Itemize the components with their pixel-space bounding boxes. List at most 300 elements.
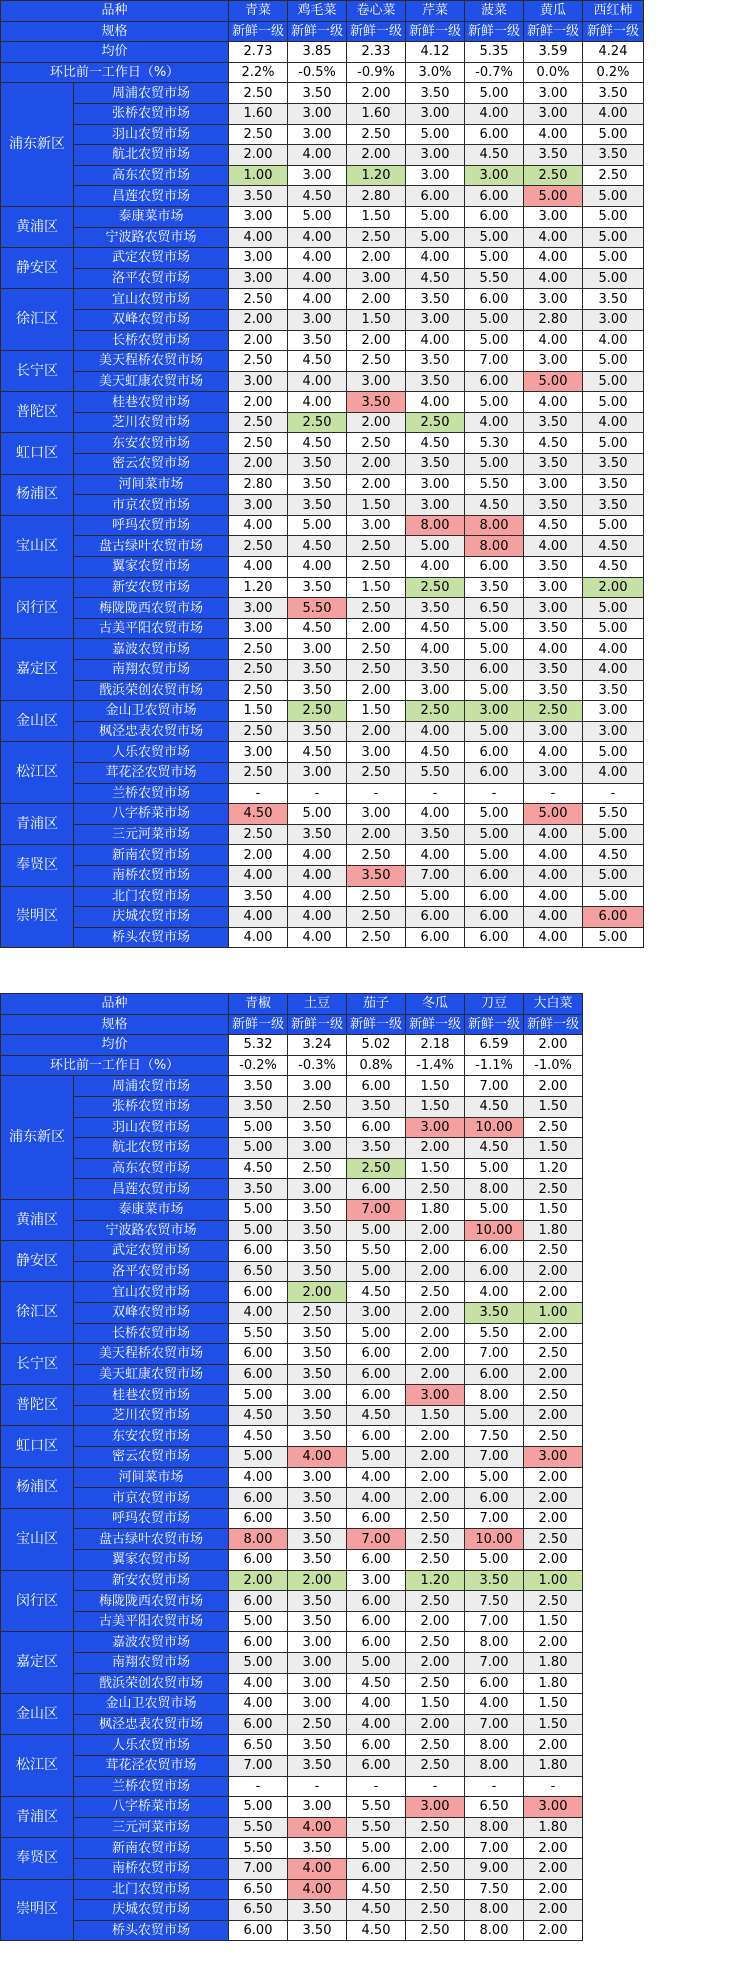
price-cell: 2.00 xyxy=(524,1261,583,1282)
price-cell: 2.50 xyxy=(524,165,583,186)
price-cell: 2.00 xyxy=(229,330,288,351)
price-cell: 3.00 xyxy=(229,206,288,227)
market-name: 盘古绿叶农贸市场 xyxy=(74,1529,229,1550)
market-name: 南翔农贸市场 xyxy=(74,660,229,681)
price-cell: 1.50 xyxy=(406,1405,465,1426)
price-cell: 5.00 xyxy=(465,639,524,660)
price-cell: 2.00 xyxy=(229,392,288,413)
price-cell: 4.50 xyxy=(465,1096,524,1117)
price-cell: 3.50 xyxy=(288,1550,347,1571)
price-cell: 2.00 xyxy=(288,1570,347,1591)
price-cell: 3.50 xyxy=(465,577,524,598)
price-cell: 6.00 xyxy=(229,1488,288,1509)
price-cell: 2.00 xyxy=(406,1364,465,1385)
price-cell: 3.50 xyxy=(524,454,583,475)
price-cell: 8.00 xyxy=(465,1632,524,1653)
price-cell: 1.80 xyxy=(406,1199,465,1220)
price-cell: 3.00 xyxy=(524,83,583,104)
price-cell: 3.00 xyxy=(406,309,465,330)
market-row xyxy=(1,1694,583,1715)
price-cell: 6.50 xyxy=(229,1879,288,1900)
price-cell: 2.50 xyxy=(406,577,465,598)
market-row xyxy=(1,351,644,372)
price-cell: 5.00 xyxy=(583,392,644,413)
price-cell: 5.00 xyxy=(347,1653,406,1674)
avg-price: 4.24 xyxy=(583,42,644,63)
price-cell: 2.50 xyxy=(524,1344,583,1365)
change-percent: 2.2% xyxy=(229,62,288,83)
price-cell: 6.00 xyxy=(465,886,524,907)
price-cell: 6.00 xyxy=(465,206,524,227)
price-cell: 2.00 xyxy=(406,1447,465,1468)
district-name: 普陀区 xyxy=(1,392,74,433)
price-cell: 2.50 xyxy=(406,1282,465,1303)
price-cell: 3.50 xyxy=(465,1570,524,1591)
price-cell: 4.00 xyxy=(524,865,583,886)
price-cell: 2.50 xyxy=(524,1529,583,1550)
variety-label: 品种 xyxy=(1,1,229,22)
product-name: 菠菜 xyxy=(465,1,524,22)
product-name: 鸡毛菜 xyxy=(288,1,347,22)
price-cell: 5.00 xyxy=(406,886,465,907)
price-cell: 2.50 xyxy=(288,1714,347,1735)
price-cell: 2.50 xyxy=(347,927,406,948)
price-cell: 3.00 xyxy=(524,762,583,783)
market-name: 周浦农贸市场 xyxy=(74,83,229,104)
price-cell: 3.00 xyxy=(288,1385,347,1406)
price-cell: 2.50 xyxy=(229,762,288,783)
price-cell: 4.00 xyxy=(406,721,465,742)
market-row xyxy=(1,701,644,722)
price-cell: 6.50 xyxy=(229,1735,288,1756)
price-cell: 2.00 xyxy=(524,1364,583,1385)
price-cell: 4.00 xyxy=(347,1694,406,1715)
market-name: 周浦农贸市场 xyxy=(74,1076,229,1097)
market-name: 桂巷农贸市场 xyxy=(74,392,229,413)
price-cell: 4.00 xyxy=(229,927,288,948)
price-cell: 6.00 xyxy=(347,1755,406,1776)
price-cell: 8.00 xyxy=(465,1900,524,1921)
price-cell: 2.00 xyxy=(406,1611,465,1632)
market-row xyxy=(1,474,644,495)
price-cell: 2.50 xyxy=(347,351,406,372)
price-cell: 3.50 xyxy=(524,680,583,701)
market-row xyxy=(1,186,644,207)
market-row xyxy=(1,1076,583,1097)
price-cell: - xyxy=(583,783,644,804)
price-cell: 2.50 xyxy=(229,536,288,557)
market-row xyxy=(1,1117,583,1138)
market-name: 新南农贸市场 xyxy=(74,845,229,866)
price-cell: 6.00 xyxy=(229,1591,288,1612)
price-cell: 2.00 xyxy=(524,1632,583,1653)
price-cell: 5.00 xyxy=(347,1220,406,1241)
market-row xyxy=(1,1488,583,1509)
market-name: 美天虹康农贸市场 xyxy=(74,1364,229,1385)
price-cell: 7.00 xyxy=(406,865,465,886)
price-cell: 5.50 xyxy=(347,1817,406,1838)
price-cell: 3.00 xyxy=(288,1694,347,1715)
market-row xyxy=(1,1591,583,1612)
price-cell: 7.00 xyxy=(465,1076,524,1097)
price-cell: 6.00 xyxy=(347,1735,406,1756)
market-name: 南桥农贸市场 xyxy=(74,865,229,886)
price-cell: 3.00 xyxy=(406,474,465,495)
price-cell: 4.00 xyxy=(288,557,347,578)
market-name: 美天程桥农贸市场 xyxy=(74,351,229,372)
price-cell: 3.00 xyxy=(583,701,644,722)
market-row xyxy=(1,824,644,845)
price-cell: 3.00 xyxy=(406,103,465,124)
price-cell: 4.00 xyxy=(465,1694,524,1715)
price-cell: 3.00 xyxy=(229,248,288,269)
district-name: 奉贤区 xyxy=(1,1838,74,1879)
price-cell: 2.00 xyxy=(347,145,406,166)
price-cell: 6.50 xyxy=(229,1900,288,1921)
price-cell: 4.50 xyxy=(406,268,465,289)
price-cell: 2.00 xyxy=(347,289,406,310)
price-cell: 6.00 xyxy=(347,1858,406,1879)
price-cell: 3.50 xyxy=(583,495,644,516)
price-cell: 4.50 xyxy=(288,618,347,639)
market-name: 长桥农贸市场 xyxy=(74,1323,229,1344)
price-cell: 3.00 xyxy=(347,742,406,763)
price-cell: 6.00 xyxy=(347,1117,406,1138)
change-percent: -0.5% xyxy=(288,62,347,83)
price-cell: - xyxy=(406,1776,465,1797)
price-cell: 4.00 xyxy=(524,824,583,845)
price-cell: 4.00 xyxy=(524,248,583,269)
price-cell: 4.50 xyxy=(288,351,347,372)
price-cell: 5.00 xyxy=(288,804,347,825)
price-cell: 3.50 xyxy=(288,577,347,598)
price-cell: 5.30 xyxy=(465,433,524,454)
market-row xyxy=(1,103,644,124)
market-name: 洛平农贸市场 xyxy=(74,1261,229,1282)
price-cell: 5.00 xyxy=(465,1199,524,1220)
price-cell: 5.00 xyxy=(465,248,524,269)
header-row xyxy=(1,62,644,83)
price-cell: 3.00 xyxy=(524,598,583,619)
price-cell: 5.00 xyxy=(583,742,644,763)
price-cell: 2.00 xyxy=(229,145,288,166)
avg-label: 均价 xyxy=(1,1035,229,1056)
price-cell: 5.00 xyxy=(583,268,644,289)
market-name: 双峰农贸市场 xyxy=(74,1302,229,1323)
price-cell: 2.50 xyxy=(229,824,288,845)
price-cell: 7.00 xyxy=(347,1529,406,1550)
price-cell: 4.00 xyxy=(524,330,583,351)
price-cell: 3.00 xyxy=(288,1653,347,1674)
market-name: 枫泾忠表农贸市场 xyxy=(74,721,229,742)
price-cell: 3.00 xyxy=(288,1076,347,1097)
market-row xyxy=(1,1220,583,1241)
price-cell: 2.50 xyxy=(229,680,288,701)
price-cell: 2.00 xyxy=(347,618,406,639)
market-row xyxy=(1,515,644,536)
market-row xyxy=(1,412,644,433)
price-cell: 6.00 xyxy=(229,1282,288,1303)
price-cell: 3.50 xyxy=(524,495,583,516)
price-cell: 4.00 xyxy=(524,907,583,928)
price-cell: 3.00 xyxy=(288,1179,347,1200)
market-name: 双峰农贸市场 xyxy=(74,309,229,330)
market-row xyxy=(1,1344,583,1365)
price-cell: 5.00 xyxy=(524,371,583,392)
price-cell: 3.50 xyxy=(288,721,347,742)
price-cell: 2.50 xyxy=(524,1241,583,1262)
price-cell: 3.50 xyxy=(288,1900,347,1921)
district-name: 长宁区 xyxy=(1,351,74,392)
market-row xyxy=(1,1817,583,1838)
price-cell: 1.20 xyxy=(406,1570,465,1591)
price-cell: 4.00 xyxy=(288,907,347,928)
price-cell: 3.00 xyxy=(229,268,288,289)
price-cell: 1.50 xyxy=(406,1096,465,1117)
market-name: 嘉波农贸市场 xyxy=(74,639,229,660)
change-percent: -0.2% xyxy=(229,1055,288,1076)
price-cell: 6.00 xyxy=(465,1488,524,1509)
price-cell: 3.50 xyxy=(288,1755,347,1776)
price-cell: 2.50 xyxy=(347,886,406,907)
market-name: 翼家农贸市场 xyxy=(74,1550,229,1571)
price-cell: 3.00 xyxy=(288,1138,347,1159)
price-cell: 3.50 xyxy=(583,680,644,701)
price-cell: 2.50 xyxy=(406,1900,465,1921)
price-cell: 3.50 xyxy=(229,1076,288,1097)
price-cell: 2.80 xyxy=(524,309,583,330)
market-row xyxy=(1,742,644,763)
market-row xyxy=(1,309,644,330)
price-cell: 4.00 xyxy=(406,639,465,660)
price-cell: - xyxy=(288,783,347,804)
price-cell: 4.50 xyxy=(347,1673,406,1694)
price-cell: 6.00 xyxy=(229,1632,288,1653)
price-cell: 4.00 xyxy=(229,1673,288,1694)
price-cell: 1.00 xyxy=(524,1302,583,1323)
price-cell: 6.00 xyxy=(229,1714,288,1735)
market-row xyxy=(1,1096,583,1117)
price-cell: 6.00 xyxy=(347,1508,406,1529)
district-name: 虹口区 xyxy=(1,1426,74,1467)
market-name: 金山卫农贸市场 xyxy=(74,701,229,722)
district-name: 奉贤区 xyxy=(1,845,74,886)
spec-value: 新鲜一级 xyxy=(288,1014,347,1035)
price-cell: 3.50 xyxy=(406,454,465,475)
district-name: 青浦区 xyxy=(1,1797,74,1838)
price-cell: 4.50 xyxy=(229,1405,288,1426)
price-cell: 2.00 xyxy=(524,1550,583,1571)
header-row xyxy=(1,1035,583,1056)
price-cell: 2.50 xyxy=(347,762,406,783)
change-label: 环比前一工作日（%） xyxy=(1,62,229,83)
market-row xyxy=(1,1282,583,1303)
market-name: 东安农贸市场 xyxy=(74,433,229,454)
price-cell: 3.50 xyxy=(406,371,465,392)
avg-price: 5.35 xyxy=(465,42,524,63)
price-cell: 4.00 xyxy=(465,1282,524,1303)
market-row xyxy=(1,1323,583,1344)
price-cell: 5.00 xyxy=(465,721,524,742)
price-cell: 3.50 xyxy=(288,680,347,701)
price-cell: 2.80 xyxy=(229,474,288,495)
price-cell: 2.50 xyxy=(406,1508,465,1529)
price-cell: 8.00 xyxy=(465,515,524,536)
price-cell: 6.00 xyxy=(347,1076,406,1097)
price-cell: 5.00 xyxy=(347,1261,406,1282)
district-name: 松江区 xyxy=(1,742,74,804)
spec-value: 新鲜一级 xyxy=(288,21,347,42)
price-cell: 5.00 xyxy=(583,371,644,392)
price-cell: 5.00 xyxy=(288,515,347,536)
price-cell: 3.50 xyxy=(288,1199,347,1220)
header-row xyxy=(1,994,583,1015)
spec-value: 新鲜一级 xyxy=(406,1014,465,1035)
price-cell: 1.20 xyxy=(524,1158,583,1179)
avg-price: 3.85 xyxy=(288,42,347,63)
price-cell: 5.00 xyxy=(465,309,524,330)
price-cell: 4.00 xyxy=(465,103,524,124)
price-cell: 4.00 xyxy=(524,886,583,907)
market-row xyxy=(1,762,644,783)
price-cell: 4.50 xyxy=(583,536,644,557)
market-row xyxy=(1,783,644,804)
market-name: 八字桥菜市场 xyxy=(74,804,229,825)
price-cell: 6.00 xyxy=(347,1550,406,1571)
price-cell: 2.50 xyxy=(524,701,583,722)
price-cell: 2.50 xyxy=(288,701,347,722)
price-cell: 3.00 xyxy=(524,103,583,124)
price-cell: 2.00 xyxy=(406,1261,465,1282)
price-cell: 2.80 xyxy=(347,186,406,207)
price-cell: 2.00 xyxy=(406,1302,465,1323)
price-cell: 5.00 xyxy=(465,1550,524,1571)
price-cell: 4.00 xyxy=(288,145,347,166)
price-cell: 2.50 xyxy=(229,124,288,145)
market-name: 桂巷农贸市场 xyxy=(74,1385,229,1406)
market-name: 昌莲农贸市场 xyxy=(74,186,229,207)
market-name: 高东农贸市场 xyxy=(74,1158,229,1179)
price-cell: 7.00 xyxy=(229,1858,288,1879)
price-cell: 2.50 xyxy=(406,1529,465,1550)
price-cell: 8.00 xyxy=(465,1817,524,1838)
price-cell: 5.00 xyxy=(583,124,644,145)
market-name: 翼家农贸市场 xyxy=(74,557,229,578)
price-cell: 4.00 xyxy=(406,804,465,825)
price-cell: 3.50 xyxy=(288,660,347,681)
district-name: 嘉定区 xyxy=(1,1632,74,1694)
price-cell: 2.00 xyxy=(524,1735,583,1756)
price-cell: 6.00 xyxy=(465,762,524,783)
market-name: 桥头农贸市场 xyxy=(74,1920,229,1941)
price-cell: 3.50 xyxy=(229,1179,288,1200)
market-row xyxy=(1,83,644,104)
market-row xyxy=(1,1858,583,1879)
district-name: 静安区 xyxy=(1,248,74,289)
change-percent: -1.1% xyxy=(465,1055,524,1076)
market-name: 张桥农贸市场 xyxy=(74,1096,229,1117)
district-name: 黄浦区 xyxy=(1,1199,74,1240)
price-cell: 3.50 xyxy=(288,1529,347,1550)
price-cell: 4.00 xyxy=(524,268,583,289)
price-cell: 2.50 xyxy=(347,227,406,248)
market-row xyxy=(1,289,644,310)
price-cell: 6.00 xyxy=(347,1632,406,1653)
district-name: 闵行区 xyxy=(1,1570,74,1632)
market-name: 梅陇陇西农贸市场 xyxy=(74,598,229,619)
price-cell: 1.50 xyxy=(524,1138,583,1159)
spec-label: 规格 xyxy=(1,1014,229,1035)
price-cell: 5.00 xyxy=(465,330,524,351)
market-name: 羽山农贸市场 xyxy=(74,1117,229,1138)
price-cell: 4.50 xyxy=(465,145,524,166)
market-name: 航北农贸市场 xyxy=(74,1138,229,1159)
market-row xyxy=(1,1550,583,1571)
price-cell: 4.50 xyxy=(583,845,644,866)
market-name: 兰桥农贸市场 xyxy=(74,783,229,804)
market-row xyxy=(1,433,644,454)
spec-value: 新鲜一级 xyxy=(465,1014,524,1035)
market-name: 兰桥农贸市场 xyxy=(74,1776,229,1797)
price-cell: 5.00 xyxy=(465,845,524,866)
price-cell: 5.50 xyxy=(288,598,347,619)
market-name: 南翔农贸市场 xyxy=(74,1653,229,1674)
price-cell: 10.00 xyxy=(465,1529,524,1550)
district-name: 崇明区 xyxy=(1,886,74,948)
price-cell: 3.00 xyxy=(406,1117,465,1138)
price-cell: 1.60 xyxy=(229,103,288,124)
market-name: 河间菜市场 xyxy=(74,1467,229,1488)
market-name: 芝川农贸市场 xyxy=(74,412,229,433)
price-cell: 7.00 xyxy=(347,1199,406,1220)
price-cell: 4.50 xyxy=(229,804,288,825)
price-cell: 4.00 xyxy=(288,248,347,269)
price-cell: 7.50 xyxy=(465,1591,524,1612)
market-name: 南桥农贸市场 xyxy=(74,1858,229,1879)
market-name: 洛平农贸市场 xyxy=(74,268,229,289)
price-cell: 5.00 xyxy=(583,598,644,619)
price-cell: 4.50 xyxy=(347,1900,406,1921)
price-cell: 5.00 xyxy=(465,618,524,639)
market-name: 长桥农贸市场 xyxy=(74,330,229,351)
product-name: 茄子 xyxy=(347,994,406,1015)
price-cell: 4.00 xyxy=(288,268,347,289)
price-cell: 2.50 xyxy=(524,1591,583,1612)
price-cell: 2.00 xyxy=(288,1282,347,1303)
price-cell: 3.50 xyxy=(229,1096,288,1117)
price-cell: - xyxy=(229,783,288,804)
spec-value: 新鲜一级 xyxy=(347,21,406,42)
market-name: 梅陇陇西农贸市场 xyxy=(74,1591,229,1612)
market-row xyxy=(1,1673,583,1694)
price-cell: 6.00 xyxy=(229,1364,288,1385)
district-name: 杨浦区 xyxy=(1,474,74,515)
price-cell: 7.00 xyxy=(465,1653,524,1674)
price-cell: 2.50 xyxy=(347,845,406,866)
market-row xyxy=(1,1179,583,1200)
price-cell: 2.50 xyxy=(406,1179,465,1200)
price-cell: 4.00 xyxy=(406,845,465,866)
price-cell: 4.00 xyxy=(524,392,583,413)
market-row xyxy=(1,1920,583,1941)
price-cell: 7.00 xyxy=(465,351,524,372)
price-cell: 2.00 xyxy=(406,1714,465,1735)
district-name: 黄浦区 xyxy=(1,206,74,247)
price-cell: 3.50 xyxy=(288,1344,347,1365)
price-cell: 2.00 xyxy=(347,824,406,845)
price-cell: 5.00 xyxy=(583,206,644,227)
change-percent: -1.0% xyxy=(524,1055,583,1076)
